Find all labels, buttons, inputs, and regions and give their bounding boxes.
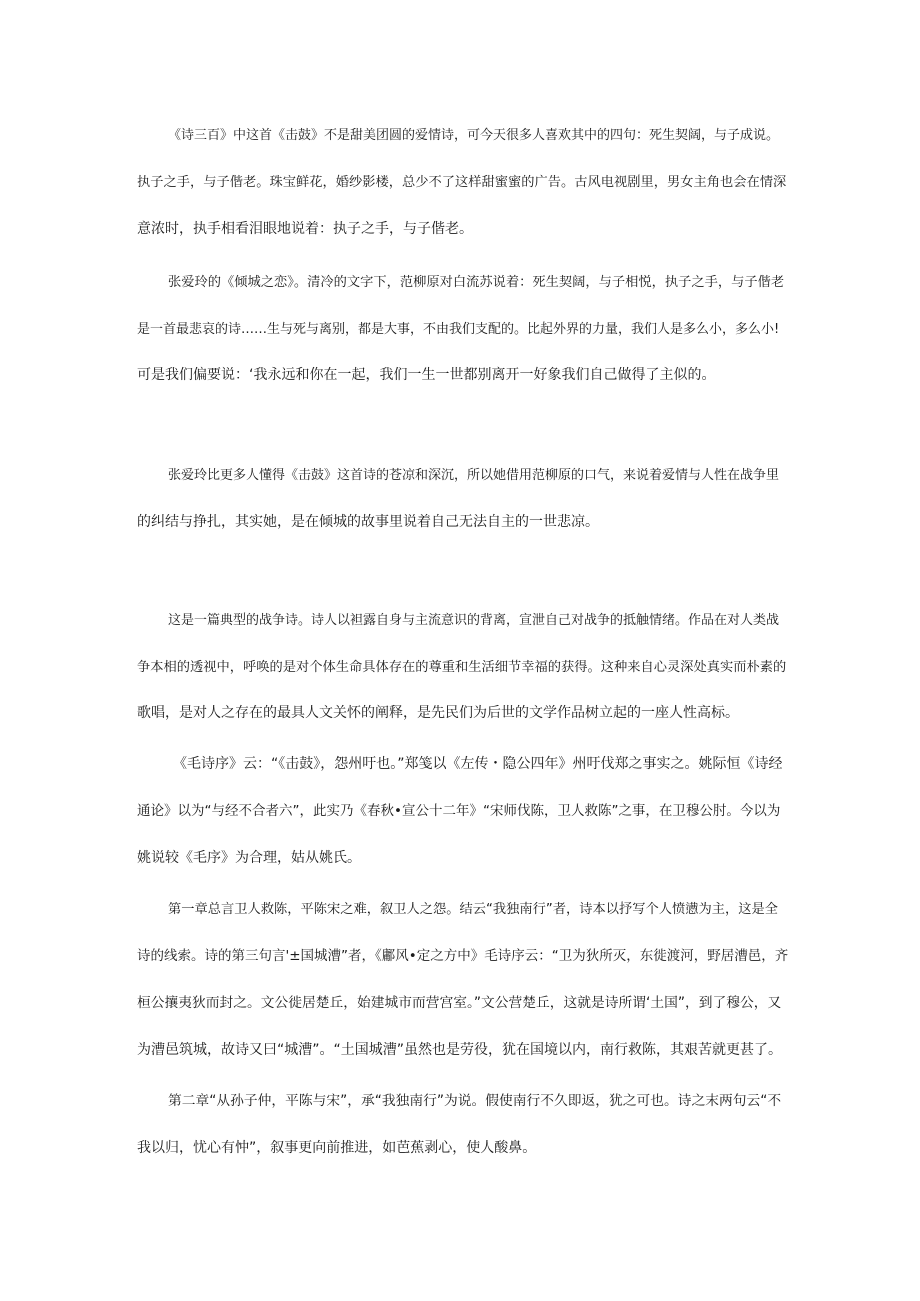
paragraph-line: 为漕邑筑城，故诗又曰“城漕”。“土国城漕”虽然也是劳役，犹在国境以内，南行救陈，其艰苦就更甚了。 xyxy=(137,1042,783,1058)
paragraph-line: 执子之手，与子偕老。珠宝鲜花，婚纱影楼，总少不了这样甜蜜蜜的广告。古风电视剧里，男女主角也会在情深 xyxy=(137,175,787,190)
paragraph-line: 桓公攘夷狄而封之。文公徙居楚丘，始建城市而营宫室。”文公营楚丘，这就是诗所谓‘土国”，到了穆公，又 xyxy=(137,995,782,1011)
paragraph-line: 诗的线索。诗的第三句言'±国城漕”者，《鄘风•定之方中》毛诗序云：“卫为狄所灭，东徙渡河，野居漕邑，齐 xyxy=(137,948,789,964)
paragraph-line: 张爱玲的《倾城之恋》。清冷的文字下，范柳原对白流苏说着：死生契阔，与子相悦，执子之手，与子偕老 xyxy=(168,275,785,290)
paragraph-line: 歌唱，是对人之存在的最具人文关怀的阐释，是先民们为后世的文学作品树立起的一座人性高标。 xyxy=(137,705,739,721)
paragraph-2 xyxy=(137,259,789,398)
paragraph-line: 是一首最悲哀的诗……生与死与离别，都是大事，不由我们支配的。比起外界的力量，我们人是多么小，多么小! xyxy=(137,322,780,337)
paragraph-line: 我以归，忧心有忡”，叙事更向前推进，如芭蕉剥心，使人酸鼻。 xyxy=(137,1140,537,1156)
paragraph-6 xyxy=(137,886,789,1074)
paragraph-4 xyxy=(137,597,789,736)
paragraph-line: 姚说较《毛序》为合理，姑从姚氏。 xyxy=(137,850,361,866)
paragraph-line: 意浓时，执手相看泪眼地说着：执子之手，与子偕老。 xyxy=(137,221,473,237)
paragraph-line: 《毛诗序》云：“《击鼓》，怨州吁也。”郑笺以《左传・隐公四年》州吁伐郑之事实之。姚际恒《诗经 xyxy=(173,756,783,772)
paragraph-line: 第二章“从孙子仲，平陈与宋”，承“我独南行”为说。假使南行不久即返，犹之可也。诗之末两句云“不 xyxy=(168,1093,782,1109)
paragraph-3 xyxy=(137,452,789,546)
paragraph-7 xyxy=(137,1078,789,1172)
paragraph-line: 可是我们偏要说：‘我永远和你在一起，我们一生一世都别离开一好象我们自己做得了主似的。 xyxy=(137,367,716,383)
paragraph-line: 《诗三百》中这首《击鼓》不是甜美团圆的爱情诗，可今天很多人喜欢其中的四句：死生契阔，与子成说。 xyxy=(168,128,780,143)
paragraph-line: 争本相的透视中，呼唤的是对个体生命具体存在的尊重和生活细节幸福的获得。这种来自心灵深处真实而朴素的 xyxy=(137,660,787,675)
paragraph-line: 的纠结与挣扎，其实她，是在倾城的故事里说着自己无法自主的一世悲凉。 xyxy=(137,514,599,530)
paragraph-line: 这是一篇典型的战争诗。诗人以袒露自身与主流意识的背离，宣泄自己对战争的抵触情绪。作品在对人类战 xyxy=(168,613,780,628)
paragraph-line: 第一章总言卫人救陈，平陈宋之难，叙卫人之怨。结云“我独南行”者，诗本以抒写个人愤懑为主，这是全 xyxy=(168,902,778,917)
paragraph-5 xyxy=(137,741,789,882)
paragraph-1 xyxy=(137,112,789,253)
paragraph-line: 通论》以为“与经不合者六”，此实乃《春秋•宣公十二年》“宋师伐陈，卫人救陈”之事，在卫穆公肘。今以为 xyxy=(137,803,781,819)
paragraph-line: 张爱玲比更多人懂得《击鼓》这首诗的苍凉和深沉，所以她借用范柳原的口气，来说着爱情与人性在战争里 xyxy=(168,468,780,483)
